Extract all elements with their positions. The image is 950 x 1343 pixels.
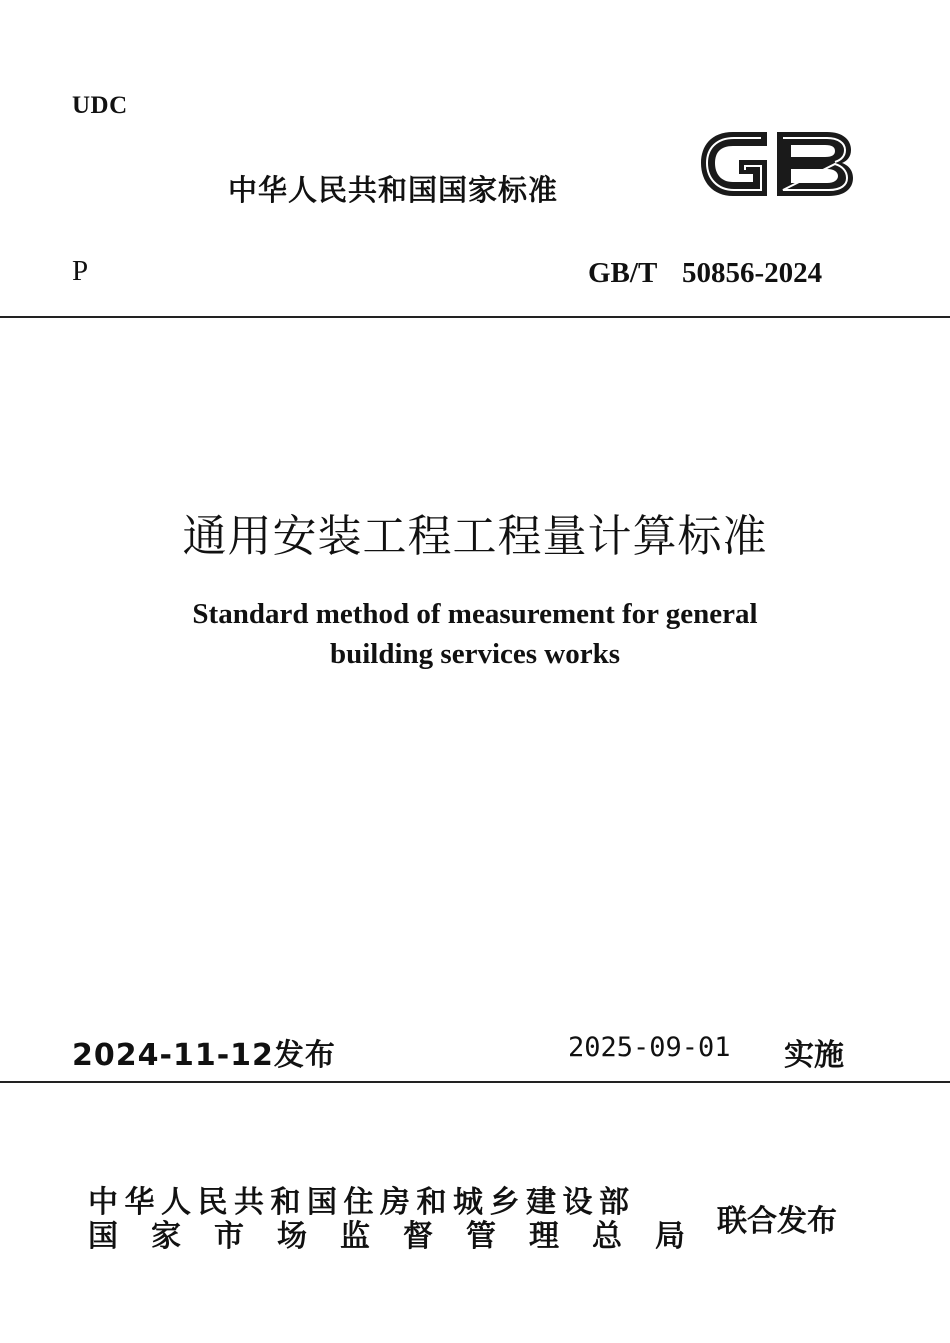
title-chinese: 通用安装工程工程量计算标准 (182, 511, 768, 562)
release-date: 2024-11-12发布 (72, 1038, 336, 1073)
bottom-divider (0, 1081, 950, 1083)
national-standard-title: 中华人民共和国国家标准 (228, 173, 559, 207)
effective-label: 实施 (784, 1038, 844, 1073)
title-english (0, 594, 950, 674)
effective-date: 2025-09-01 (568, 1032, 731, 1063)
title-english-line1: Standard method of measurement for general (192, 598, 758, 630)
issuer-ministry: 中华人民共和国住房和城乡建设部 (88, 1185, 636, 1220)
title-english-line2: building services works (329, 638, 621, 670)
gb-logo (695, 118, 855, 208)
standard-number: GB/T 50856-2024 (588, 257, 823, 289)
joint-release-label: 联合发布 (717, 1204, 837, 1239)
category-code: P (72, 255, 89, 287)
top-divider (0, 316, 950, 318)
udc-label: UDC (72, 92, 128, 119)
issuer-administration: 国家市场监督管理总局 (88, 1219, 718, 1254)
gb-logo-mark (695, 118, 855, 208)
